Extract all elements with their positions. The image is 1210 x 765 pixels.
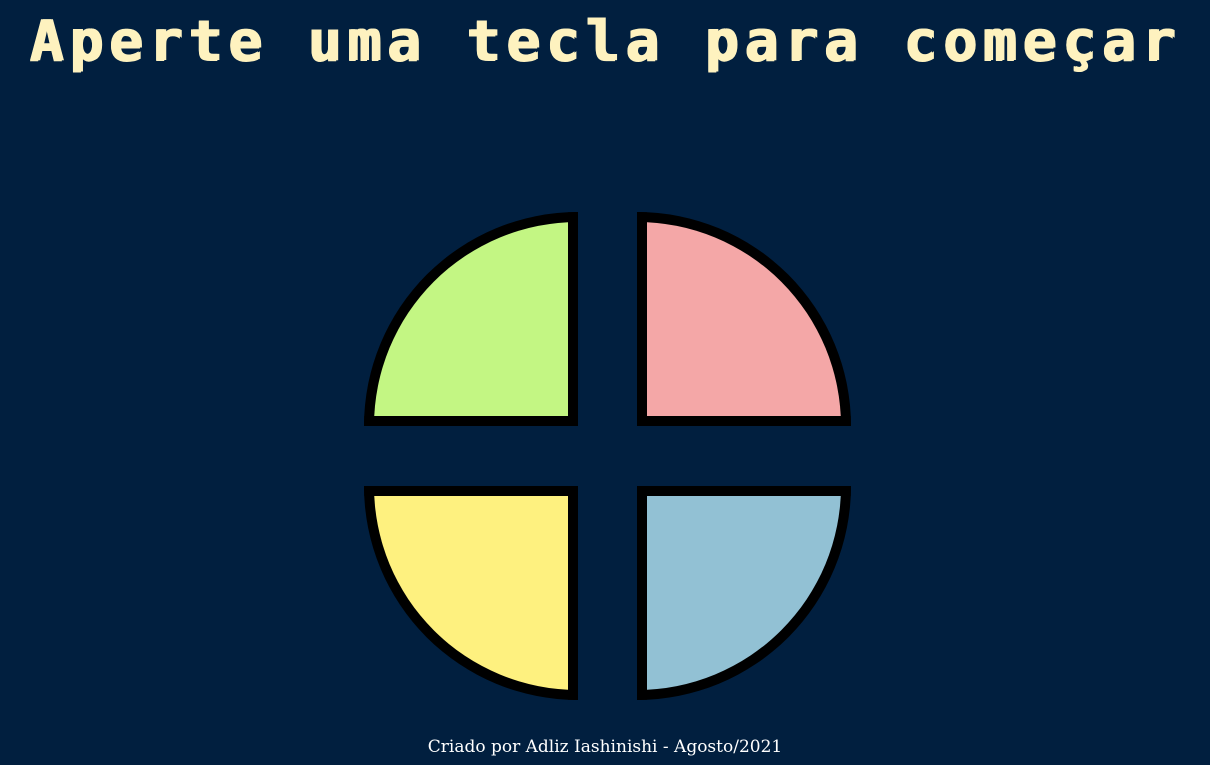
red-button[interactable] [637,212,851,426]
green-button[interactable] [364,212,578,426]
level-title: Aperte uma tecla para começar [29,9,1181,74]
footer-credit: Criado por Adliz Iashinishi - Agosto/2021 [427,737,783,757]
blue-button[interactable] [637,486,851,700]
yellow-button[interactable] [364,486,578,700]
